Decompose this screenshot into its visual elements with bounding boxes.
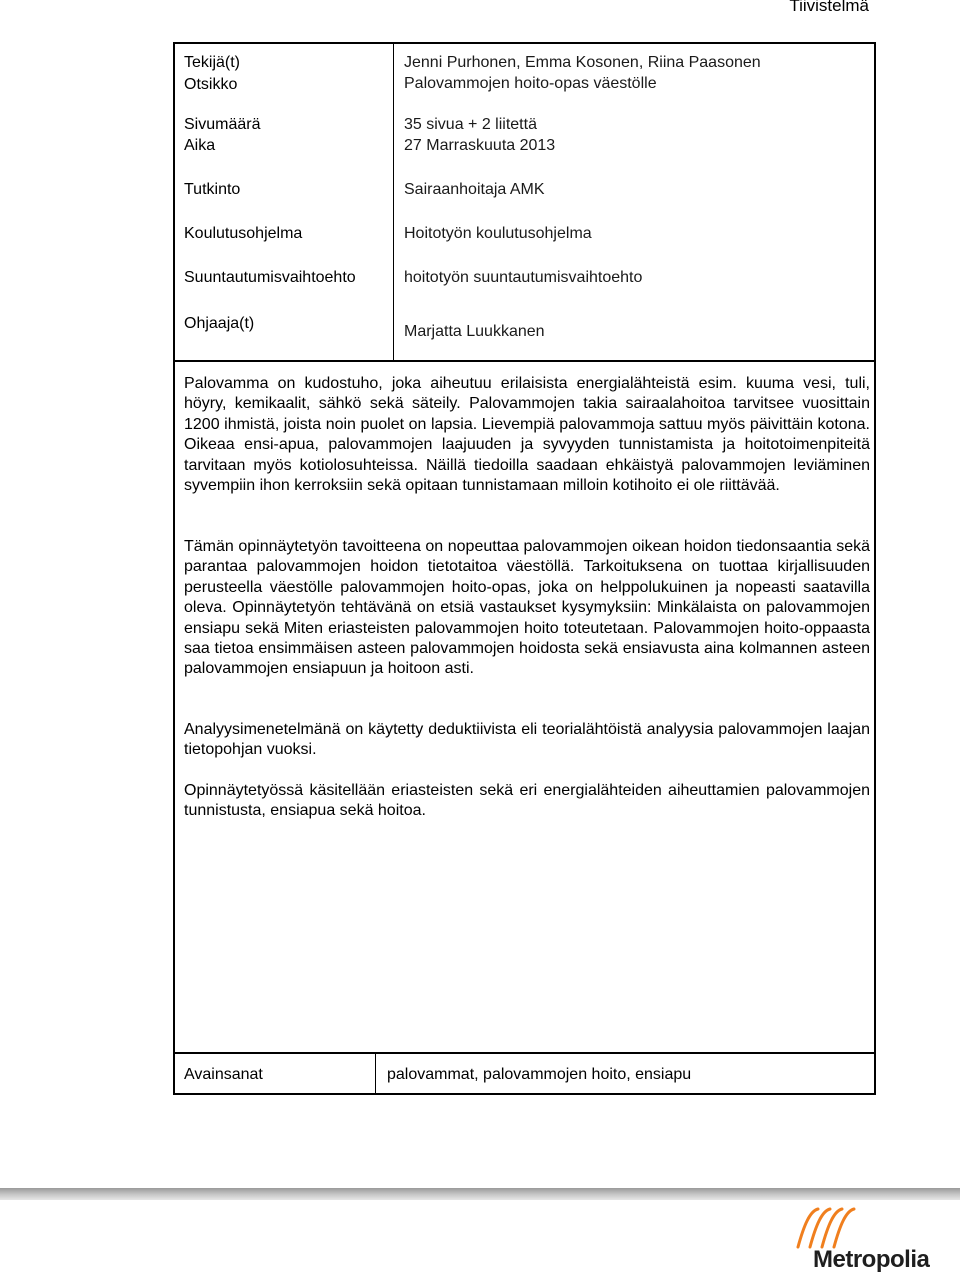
abstract-paragraph-1: Palovamma on kudostuho, joka aiheutuu erilaisista energialähteistä esim. kuuma vesi, tuli, höyry, kemikaalit, sähkö sekä säteily. Palovammojen takia sairaalahoitoa tarvitsee vuosittain 1200 ihmistä, joista noin puolet on lapsia. Lievempiä palovammoja sattuu myös päivittäin kotona. Oikeaa ensi-apua, palovammojen laajuuden ja syvyyden tunnistamista ja hoitotoimenpiteitä tarvitaan myös kotiolosuhteissa. Näillä tiedoilla saadaan ehkäistyä palovammojen leviäminen syvempiin ihon kerroksiin sekä opitaan tunnistamaan milloin kotihoito ei ole riittävää.	[184, 375, 870, 495]
label-authors: Tekijä(t)	[184, 54, 241, 71]
label-program: Koulutusohjelma	[184, 225, 303, 242]
abstract-section	[173, 362, 876, 1052]
label-pages: Sivumäärä	[184, 116, 261, 133]
value-specialization: hoitotyön suuntautumisvaihtoehto	[404, 269, 643, 286]
value-title: Palovammojen hoito-opas väestölle	[404, 75, 657, 92]
value-pages: 35 sivua + 2 liitettä	[404, 116, 537, 133]
abstract-paragraph-2: Tämän opinnäytetyön tavoitteena on nopeuttaa palovammojen oikean hoidon tiedonsaantia sekä parantaa palovammojen hoidon tietotaitoa väestöllä. Tarkoituksena on tuottaa kirjallisuuden perusteella väestölle palovammojen hoito-opas, joka on helppolukuinen ja nopeasti saatavilla oleva. Opinnäytetyön tehtävänä on etsiä vastaukset kysymyksiin: Minkälaista on palovammojen ensiapu sekä Miten eriasteisten palovammojen hoito toteutetaan. Palovammojen hoito-oppaasta saa tietoa ensimmäisen asteen palovammojen hoidosta sekä ensiavusta aina kolmannen asteen palovammojen ensiapuun ja hoitoon asti.	[184, 538, 870, 678]
label-date: Aika	[184, 137, 216, 154]
label-supervisor: Ohjaaja(t)	[184, 315, 255, 332]
metropolia-logo-text: Metropolia	[813, 1246, 930, 1273]
column-divider	[393, 44, 394, 360]
keywords-value: palovammat, palovammojen hoito, ensiapu	[387, 1066, 692, 1083]
label-specialization: Suuntautumisvaihtoehto	[184, 269, 356, 286]
value-authors: Jenni Purhonen, Emma Kosonen, Riina Paasonen	[404, 54, 761, 71]
keywords-table	[173, 1052, 876, 1095]
footer-gray-bar	[0, 1188, 960, 1200]
value-degree: Sairaanhoitaja AMK	[404, 181, 545, 198]
value-supervisor: Marjatta Luukkanen	[404, 323, 545, 340]
abstract-paragraph-4: Opinnäytetyössä käsitellään eriasteisten sekä eri energialähteiden aiheuttamien palovammojen tunnistusta, ensiapua sekä hoitoa.	[184, 782, 870, 820]
keywords-divider	[375, 1054, 376, 1093]
value-date: 27 Marraskuuta 2013	[404, 137, 556, 154]
value-program: Hoitotyön koulutusohjelma	[404, 225, 592, 242]
info-table	[173, 42, 876, 362]
page-header-title: Tiivistelmä	[789, 0, 869, 15]
label-title: Otsikko	[184, 76, 238, 93]
abstract-paragraph-3: Analyysimenetelmänä on käytetty deduktiivista eli teorialähtöistä analyysia palovammojen laajan tietopohjan vuoksi.	[184, 721, 870, 759]
label-degree: Tutkinto	[184, 181, 241, 198]
keywords-label: Avainsanat	[184, 1066, 263, 1083]
